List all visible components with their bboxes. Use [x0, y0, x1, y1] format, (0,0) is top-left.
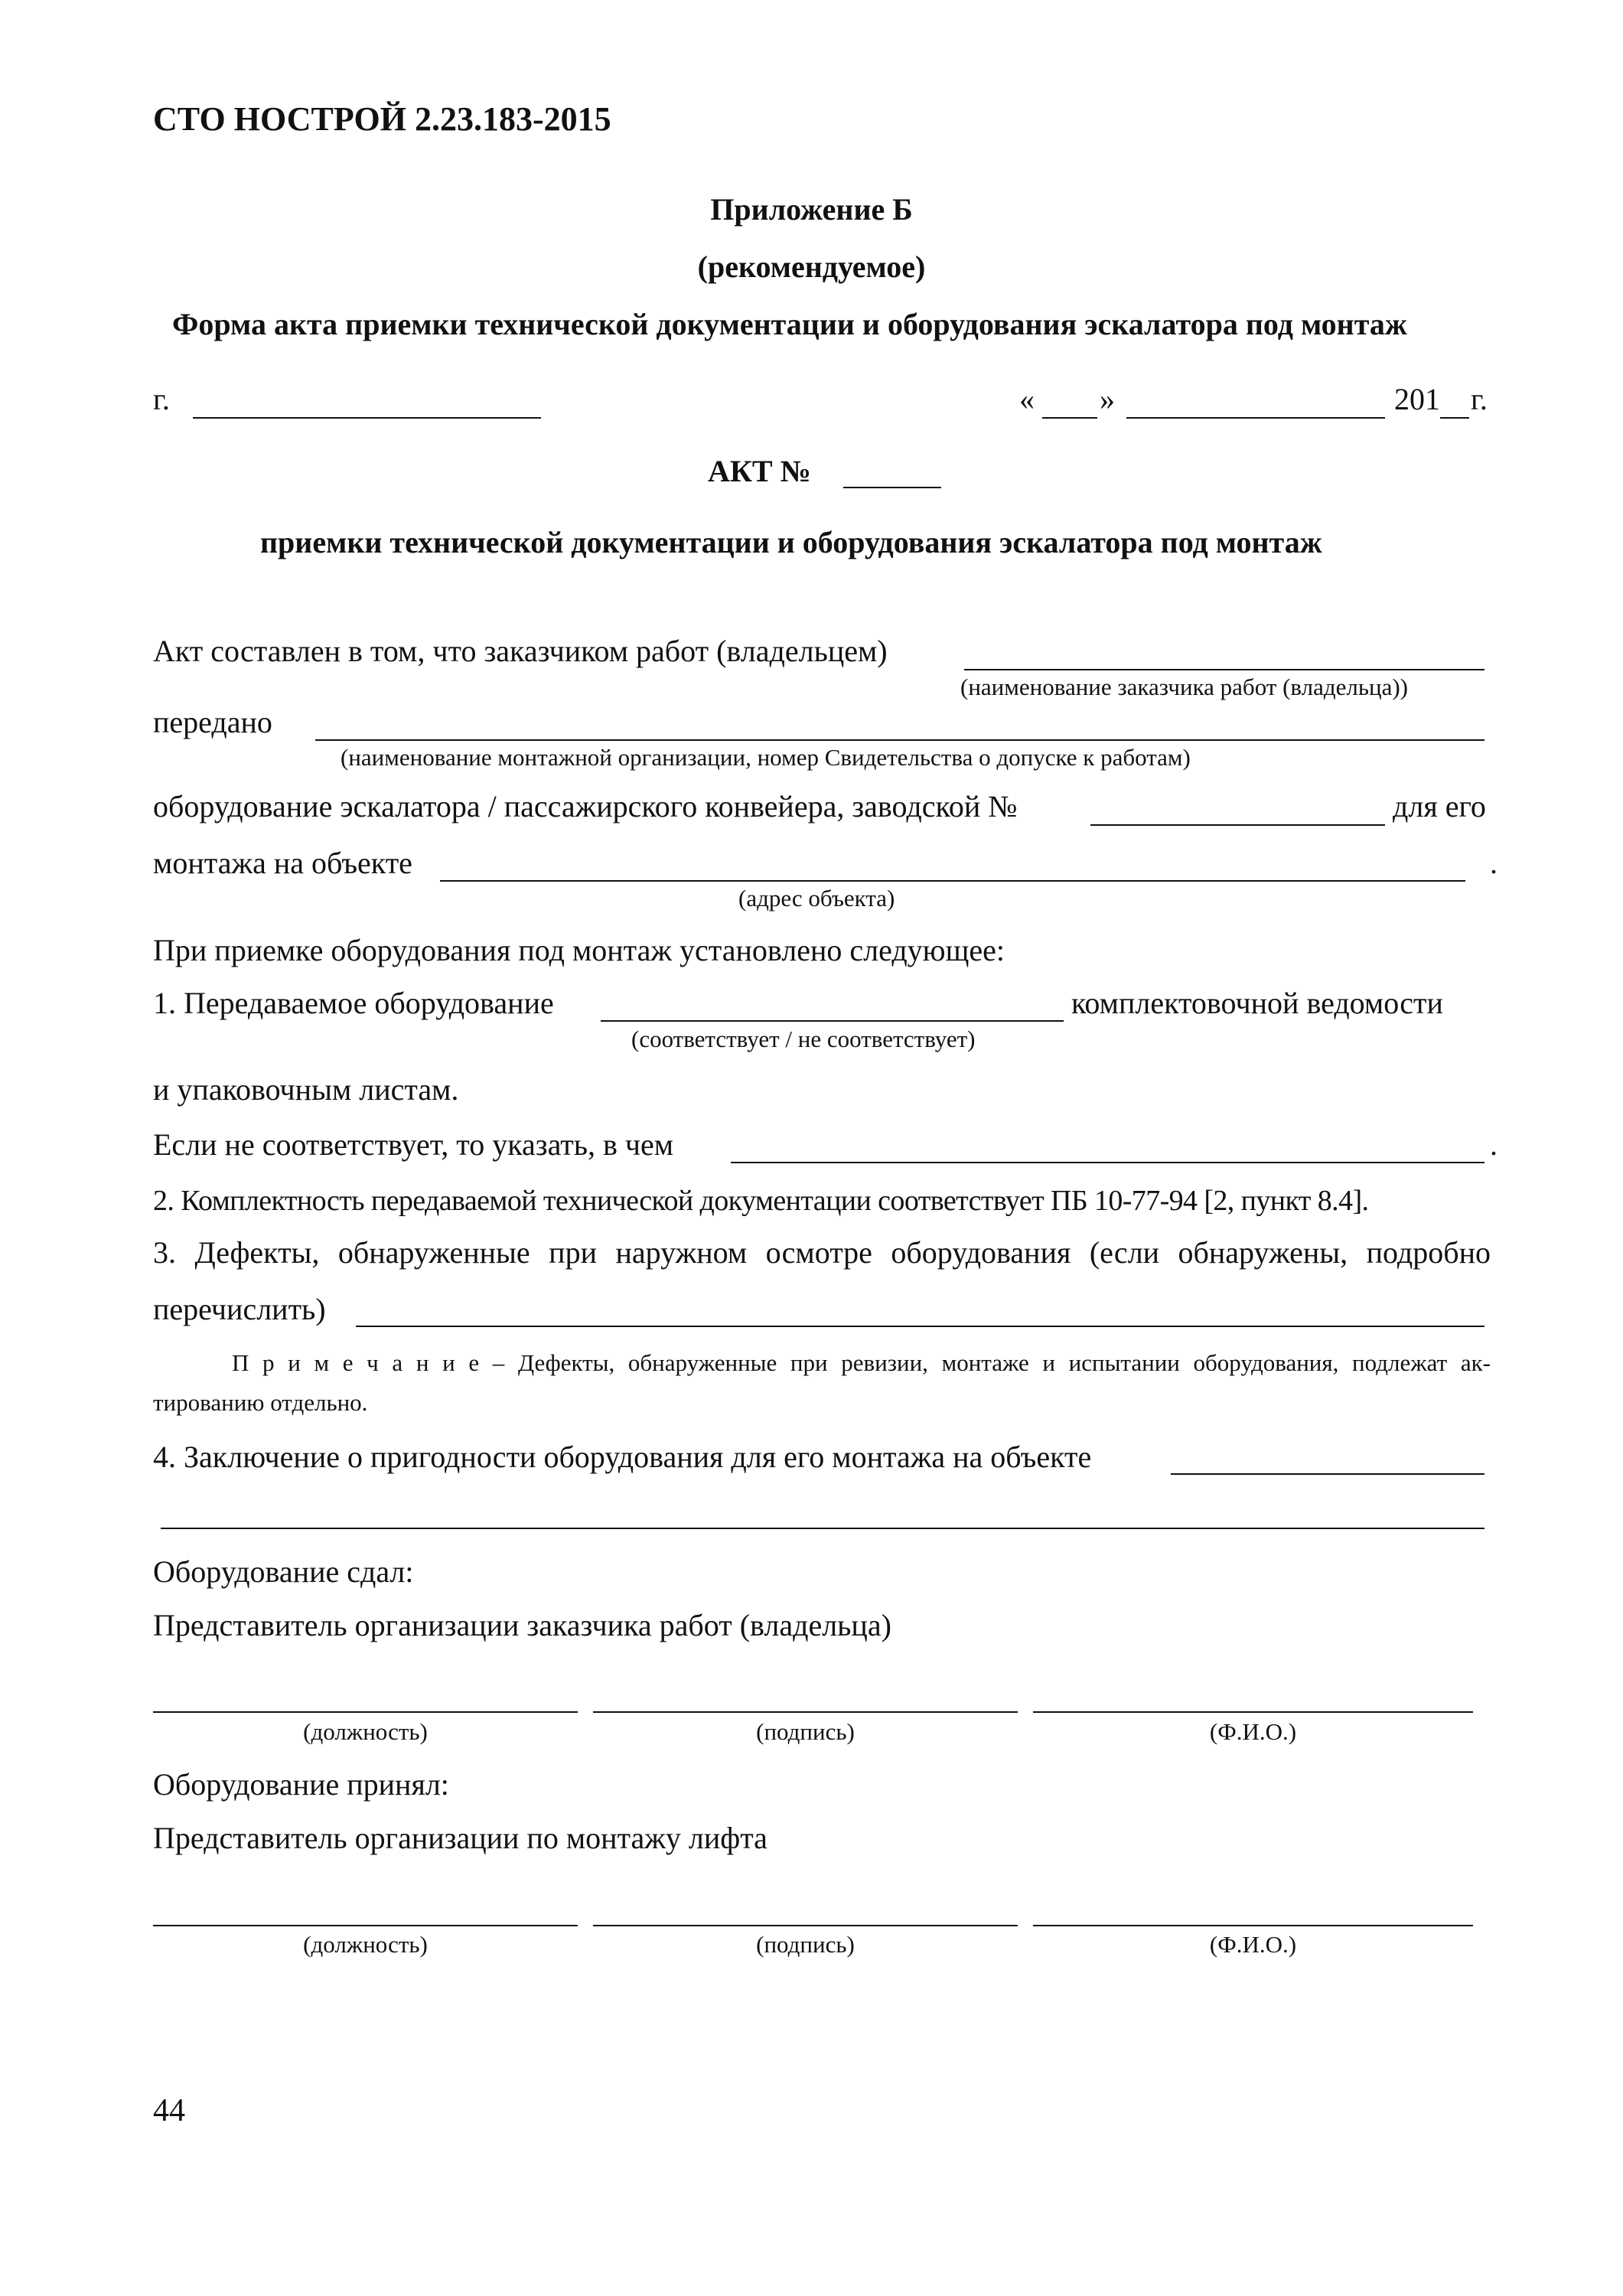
note-text: – Дефекты, обнаруженные при ревизии, монтаже и испытании оборудования, подлежат ак-: [479, 1349, 1491, 1376]
address-period: .: [1490, 846, 1498, 880]
defects-field[interactable]: [356, 1326, 1484, 1327]
contractor-caption: (наименование монтажной организации, номер Свидетельства о допуске к работам): [341, 744, 1191, 771]
appendix-status: (рекомендуемое): [697, 249, 926, 284]
handed-rep-label: Представитель организации заказчика работ (владельца): [153, 1608, 891, 1642]
quote-close: »: [1100, 382, 1115, 416]
accepted-rep-label: Представитель организации по монтажу лифта: [153, 1821, 768, 1855]
address-field[interactable]: [440, 880, 1465, 882]
conformity-field[interactable]: [601, 1020, 1064, 1022]
accepted-name-field[interactable]: [1033, 1925, 1473, 1926]
contractor-field[interactable]: [315, 739, 1484, 741]
item2-text: 2. Комплектность передаваемой технической документации соответствует ПБ 10-77-94 [2, пункт 8.4].: [153, 1185, 1369, 1217]
mounting-at-label: монтажа на объекте: [153, 846, 412, 880]
accepted-name-caption: (Ф.И.О.): [1209, 1931, 1297, 1958]
serial-number-field[interactable]: [1090, 824, 1385, 826]
act-number-field[interactable]: [843, 487, 941, 488]
accepted-signature-field[interactable]: [593, 1925, 1018, 1926]
note-line2: тированию отдельно.: [153, 1389, 368, 1416]
appendix-title: Приложение Б: [710, 192, 913, 227]
month-field[interactable]: [1126, 417, 1385, 419]
quote-open: «: [1019, 382, 1035, 416]
document-code: СТО НОСТРОЙ 2.23.183-2015: [153, 100, 611, 138]
address-caption: (адрес объекта): [738, 885, 895, 912]
item3-line1: 3. Дефекты, обнаруженные при наружном осмотре оборудования (если обнаружены, подробно: [153, 1235, 1491, 1270]
item1-continuation: и упаковочным листам.: [153, 1072, 459, 1107]
customer-caption: (наименование заказчика работ (владельца)): [960, 673, 1409, 700]
handed-name-caption: (Ф.И.О.): [1209, 1718, 1297, 1745]
mismatch-field[interactable]: [731, 1162, 1484, 1163]
page-number: 44: [153, 2093, 185, 2128]
handed-signature-field[interactable]: [593, 1711, 1018, 1713]
act-subtitle: приемки технической документации и оборудования эскалатора под монтаж: [260, 525, 1322, 559]
accepted-position-field[interactable]: [153, 1925, 578, 1926]
year-prefix: 201: [1394, 382, 1440, 416]
customer-field[interactable]: [964, 669, 1484, 670]
intro-text: Акт составлен в том, что заказчиком работ (владельцем): [153, 634, 888, 668]
year-suffix: г.: [1471, 382, 1488, 416]
conformity-caption: (соответствует / не соответствует): [631, 1026, 976, 1052]
if-not-text: Если не соответствует, то указать, в чем: [153, 1127, 674, 1162]
equipment-tail: для его: [1393, 789, 1486, 823]
city-field[interactable]: [193, 417, 541, 419]
item1-text: 1. Передаваемое оборудование: [153, 986, 554, 1020]
item3-line2: перечислить): [153, 1292, 326, 1326]
mismatch-period: .: [1490, 1127, 1498, 1162]
accepted-position-caption: (должность): [303, 1931, 428, 1958]
act-number-label: АКТ №: [708, 454, 811, 488]
item4-text: 4. Заключение о пригодности оборудования для его монтажа на объекте: [153, 1440, 1092, 1474]
note-label: П р и м е ч а н и е: [232, 1349, 480, 1376]
year-field[interactable]: [1440, 417, 1469, 419]
handed-signature-caption: (подпись): [756, 1718, 855, 1745]
accepted-label: Оборудование принял:: [153, 1767, 449, 1802]
handed-over-label: Оборудование сдал:: [153, 1554, 414, 1589]
transferred-label: передано: [153, 705, 272, 739]
handed-name-field[interactable]: [1033, 1711, 1473, 1713]
handed-position-field[interactable]: [153, 1711, 578, 1713]
accepted-signature-caption: (подпись): [756, 1931, 855, 1958]
item1-tail: комплектовочной ведомости: [1071, 986, 1443, 1020]
city-prefix: г.: [153, 382, 170, 416]
handed-position-caption: (должность): [303, 1718, 428, 1745]
conclusion-field-continued[interactable]: [161, 1528, 1484, 1529]
day-field[interactable]: [1042, 417, 1097, 419]
conclusion-field[interactable]: [1171, 1473, 1484, 1475]
form-title: Форма акта приемки технической документации и оборудования эскалатора под монтаж: [172, 307, 1407, 341]
note-line1: [232, 1349, 1491, 1377]
equipment-text: оборудование эскалатора / пассажирского конвейера, заводской №: [153, 789, 1018, 823]
established-text: При приемке оборудования под монтаж установлено следующее:: [153, 933, 1005, 967]
